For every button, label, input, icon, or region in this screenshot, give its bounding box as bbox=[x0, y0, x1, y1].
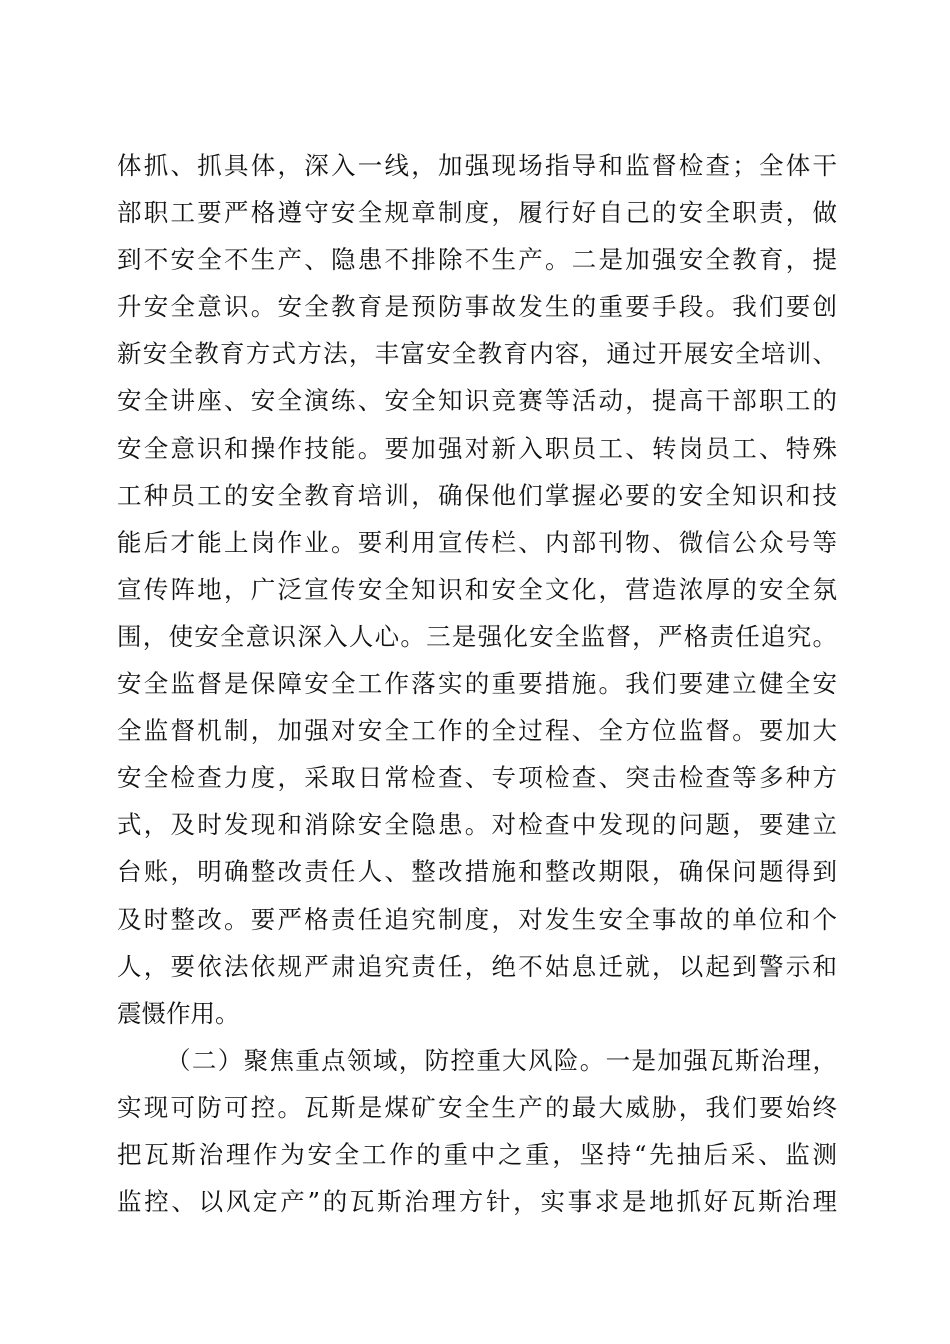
text-line: 实现可防可控。瓦斯是煤矿安全生产的最大威胁，我们要始终 bbox=[117, 1092, 837, 1122]
text-line-section-heading: （二）聚焦重点领域，防控重大风险。一是加强瓦斯治理， bbox=[166, 1045, 837, 1075]
text-line: 监控、以风定产”的瓦斯治理方针，实事求是地抓好瓦斯治理 bbox=[117, 1187, 837, 1217]
body-text bbox=[117, 142, 837, 1225]
text-line: 到不安全不生产、隐患不排除不生产。二是加强安全教育，提 bbox=[117, 245, 837, 275]
text-line: 宣传阵地，广泛宣传安全知识和安全文化，营造浓厚的安全氛 bbox=[117, 574, 837, 604]
text-line: 式，及时发现和消除安全隐患。对检查中发现的问题，要建立 bbox=[117, 810, 837, 840]
text-line: 围，使安全意识深入人心。三是强化安全监督，严格责任追究。 bbox=[117, 621, 837, 651]
text-line: 新安全教育方式方法，丰富安全教育内容，通过开展安全培训、 bbox=[117, 339, 837, 369]
text-line: 部职工要严格遵守安全规章制度，履行好自己的安全职责，做 bbox=[117, 198, 837, 228]
text-line-paragraph-end: 震慑作用。 bbox=[117, 998, 240, 1028]
text-line: 体抓、抓具体，深入一线，加强现场指导和监督检查；全体干 bbox=[117, 151, 837, 180]
text-line: 人，要依法依规严肃追究责任，绝不姑息迁就，以起到警示和 bbox=[117, 951, 837, 981]
text-line: 把瓦斯治理作为安全工作的重中之重，坚持“先抽后采、监测 bbox=[117, 1139, 837, 1169]
text-line: 全监督机制，加强对安全工作的全过程、全方位监督。要加大 bbox=[117, 716, 837, 746]
text-line: 升安全意识。安全教育是预防事故发生的重要手段。我们要创 bbox=[117, 292, 837, 322]
text-line: 安全检查力度，采取日常检查、专项检查、突击检查等多种方 bbox=[117, 763, 837, 793]
text-line: 台账，明确整改责任人、整改措施和整改期限，确保问题得到 bbox=[117, 857, 837, 887]
text-line: 工种员工的安全教育培训，确保他们掌握必要的安全知识和技 bbox=[117, 480, 837, 510]
text-line: 安全讲座、安全演练、安全知识竞赛等活动，提高干部职工的 bbox=[117, 386, 837, 416]
text-line: 能后才能上岗作业。要利用宣传栏、内部刊物、微信公众号等 bbox=[117, 527, 837, 557]
text-line: 安全监督是保障安全工作落实的重要措施。我们要建立健全安 bbox=[117, 669, 837, 699]
text-line: 安全意识和操作技能。要加强对新入职员工、转岗员工、特殊 bbox=[117, 433, 837, 463]
text-line: 及时整改。要严格责任追究制度，对发生安全事故的单位和个 bbox=[117, 904, 837, 934]
